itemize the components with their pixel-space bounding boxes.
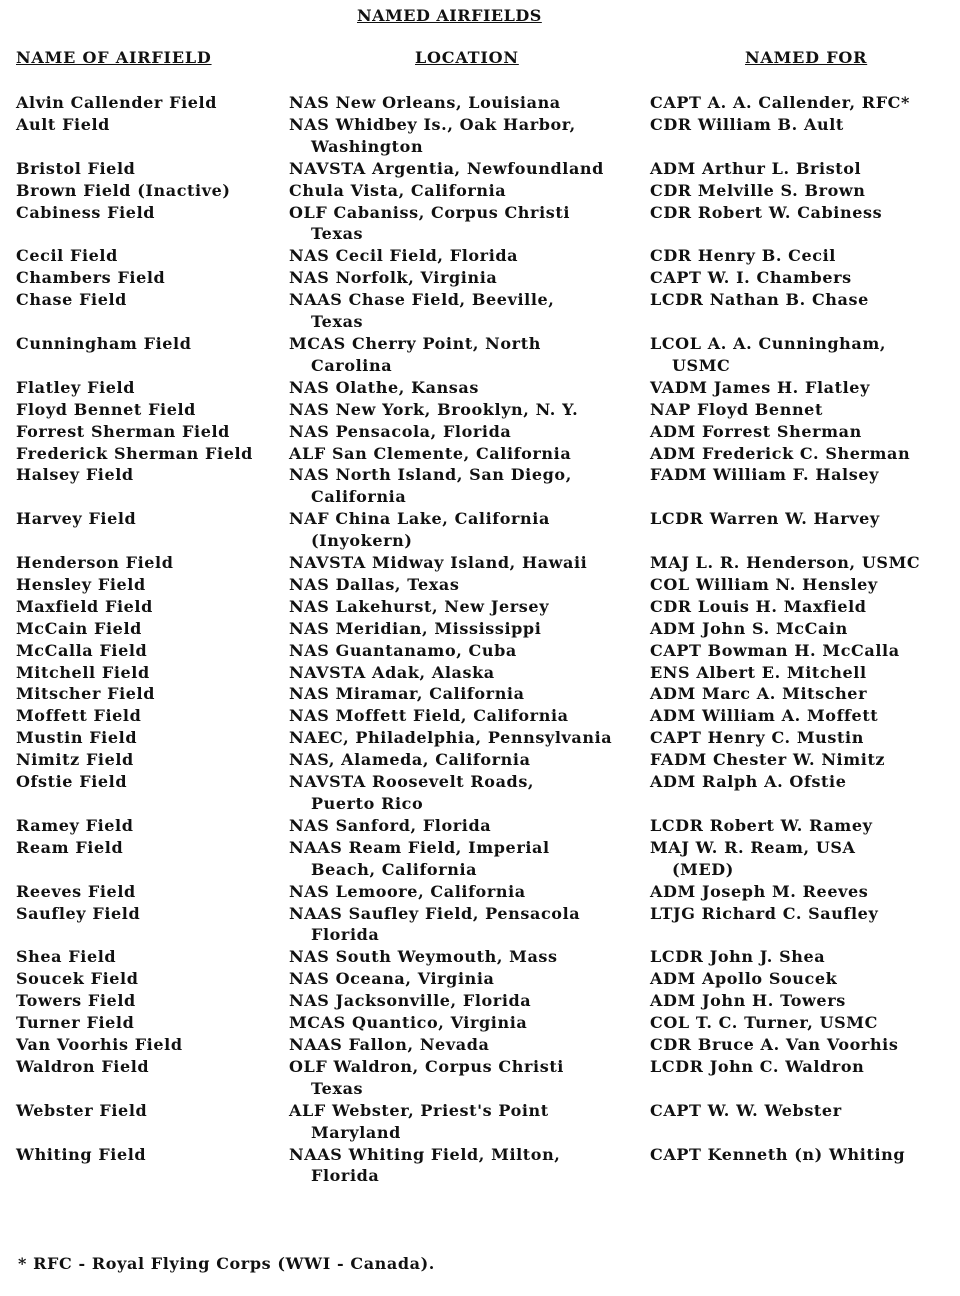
named-for	[650, 990, 960, 1012]
airfield-location	[289, 705, 650, 727]
named-for-line: CDR Louis H. Maxfield	[650, 596, 867, 616]
named-for-line: FADM Chester W. Nimitz	[650, 750, 886, 770]
named-for	[650, 1144, 960, 1166]
airfield-location	[289, 662, 650, 684]
airfield-name: Nimitz Field	[16, 750, 134, 770]
location-line: Puerto Rico	[311, 794, 424, 813]
airfield-name: Ream Field	[16, 837, 124, 857]
airfield-location	[289, 881, 650, 903]
named-for	[650, 399, 960, 421]
airfield-name: Moffett Field	[16, 706, 142, 726]
named-for	[650, 114, 960, 136]
airfield-location	[289, 1012, 650, 1034]
named-for	[650, 727, 960, 749]
location-line: NAS Sanford, Florida	[289, 815, 492, 835]
airfield-location	[289, 683, 650, 705]
airfield-name: Chambers Field	[16, 268, 166, 288]
named-for	[650, 1034, 960, 1056]
named-for	[650, 289, 960, 311]
table-row	[0, 640, 960, 662]
named-for-line: CDR Robert W. Cabiness	[650, 202, 883, 222]
table-row	[0, 946, 960, 968]
named-for-line: ADM Joseph M. Reeves	[650, 881, 869, 901]
named-for	[650, 202, 960, 224]
location-line: Texas	[311, 312, 364, 332]
table-row	[0, 727, 960, 749]
named-for-line: NAP Floyd Bennet	[650, 399, 823, 419]
airfield-location	[289, 333, 650, 377]
named-for-line: CDR William B. Ault	[650, 114, 844, 134]
named-for-line: MAJ W. R. Ream, USA	[650, 837, 856, 857]
airfield-location	[289, 946, 650, 968]
airfield-location	[289, 245, 650, 267]
named-for	[650, 903, 960, 925]
airfield-name: Maxfield Field	[16, 596, 153, 616]
table-row	[0, 574, 960, 596]
airfield-name: Hensley Field	[16, 574, 146, 594]
table-row	[0, 202, 960, 246]
named-for	[650, 180, 960, 202]
table-row	[0, 815, 960, 837]
airfield-name: Van Voorhis Field	[16, 1034, 183, 1054]
location-line: Chula Vista, California	[289, 180, 507, 200]
table-row	[0, 158, 960, 180]
location-line: NAS South Weymouth, Mass	[289, 947, 558, 967]
named-for-line: ADM Forrest Sherman	[650, 421, 862, 441]
named-for	[650, 574, 960, 596]
named-for	[650, 464, 960, 486]
named-for-line: FADM William F. Halsey	[650, 465, 879, 485]
table-row	[0, 705, 960, 727]
airfield-name: Cecil Field	[16, 246, 118, 266]
airfield-location	[289, 267, 650, 289]
named-for-line: MAJ L. R. Henderson, USMC	[650, 553, 921, 573]
airfield-location	[289, 508, 650, 552]
location-line: NAVSTA Argentia, Newfoundland	[289, 158, 604, 178]
named-for	[650, 640, 960, 662]
named-for	[650, 618, 960, 640]
airfield-name: Reeves Field	[16, 881, 136, 901]
location-line: OLF Cabaniss, Corpus Christi	[289, 202, 571, 222]
location-line: NAS Olathe, Kansas	[289, 377, 479, 397]
airfield-name: Whiting Field	[16, 1144, 147, 1164]
location-line: NAS North Island, San Diego,	[289, 465, 572, 485]
named-for	[650, 705, 960, 727]
location-line: Beach, California	[311, 859, 478, 879]
named-for-line: ADM Ralph A. Ofstie	[650, 772, 847, 792]
footnote: * RFC - Royal Flying Corps (WWI - Canada).	[18, 1254, 435, 1273]
page-title: NAMED AIRFIELDS	[357, 6, 542, 25]
airfield-location	[289, 574, 650, 596]
airfield-location	[289, 990, 650, 1012]
location-line: NAS Pensacola, Florida	[289, 421, 512, 441]
named-for-line: COL T. C. Turner, USMC	[650, 1013, 878, 1033]
airfield-name: Ofstie Field	[16, 772, 128, 792]
table-row	[0, 881, 960, 903]
airfield-name: Flatley Field	[16, 377, 136, 397]
airfield-location	[289, 443, 650, 465]
airfield-location	[289, 552, 650, 574]
airfield-location	[289, 1100, 650, 1144]
column-header-named-for: NAMED FOR	[745, 48, 868, 67]
named-for-line: CAPT W. I. Chambers	[650, 268, 852, 288]
location-line: MCAS Quantico, Virginia	[289, 1013, 528, 1033]
location-line: Carolina	[311, 355, 393, 375]
table-row	[0, 552, 960, 574]
airfield-location	[289, 727, 650, 749]
airfield-location	[289, 968, 650, 990]
named-for-line: LTJG Richard C. Saufley	[650, 903, 879, 923]
named-for	[650, 1056, 960, 1078]
airfield-name: Mitscher Field	[16, 684, 156, 704]
named-for	[650, 946, 960, 968]
named-for	[650, 245, 960, 267]
airfield-location	[289, 640, 650, 662]
airfield-name: Towers Field	[16, 991, 136, 1011]
airfield-name: Ault Field	[16, 114, 110, 134]
named-for	[650, 421, 960, 443]
airfield-location	[289, 114, 650, 158]
airfield-location	[289, 92, 650, 114]
named-for	[650, 508, 960, 530]
location-line: OLF Waldron, Corpus Christi	[289, 1056, 564, 1076]
named-for-line: COL William N. Hensley	[650, 574, 878, 594]
named-for-line: CDR Bruce A. Van Voorhis	[650, 1034, 899, 1054]
airfield-name: Alvin Callender Field	[16, 93, 217, 112]
airfield-name: Mustin Field	[16, 728, 138, 748]
named-for	[650, 683, 960, 705]
named-for-line: CAPT Henry C. Mustin	[650, 728, 864, 748]
location-line: Florida	[311, 925, 380, 945]
airfield-name: Brown Field (Inactive)	[16, 180, 231, 200]
airfield-name: McCain Field	[16, 618, 142, 638]
location-line: NAS Miramar, California	[289, 684, 525, 704]
named-for-line: CAPT Bowman H. McCalla	[650, 640, 900, 660]
airfield-name: Cunningham Field	[16, 333, 192, 353]
named-for-line: CAPT Kenneth (n) Whiting	[650, 1144, 906, 1164]
table-row	[0, 990, 960, 1012]
airfield-name: McCalla Field	[16, 640, 148, 660]
location-line: Maryland	[311, 1122, 401, 1142]
location-line: Texas	[311, 1078, 364, 1098]
airfield-location	[289, 771, 650, 815]
location-line: NAVSTA Midway Island, Hawaii	[289, 553, 588, 573]
location-line: NAEC, Philadelphia, Pennsylvania	[289, 728, 613, 748]
named-for	[650, 596, 960, 618]
named-for-line: LCDR Warren W. Harvey	[650, 509, 880, 529]
named-for-line: ADM Arthur L. Bristol	[650, 158, 862, 178]
column-header-location: LOCATION	[415, 48, 519, 67]
location-line: NAS, Alameda, California	[289, 750, 531, 770]
location-line: ALF San Clemente, California	[289, 443, 572, 463]
table-row	[0, 508, 960, 552]
location-line: NAAS Saufley Field, Pensacola	[289, 903, 581, 923]
table-row	[0, 683, 960, 705]
location-line: NAS Jacksonville, Florida	[289, 991, 532, 1011]
named-for-line: LCDR John J. Shea	[650, 947, 826, 967]
named-for-line: (MED)	[672, 859, 734, 879]
named-for	[650, 771, 960, 793]
location-line: NAAS Fallon, Nevada	[289, 1034, 490, 1054]
location-line: NAS Oceana, Virginia	[289, 969, 495, 989]
table-row	[0, 289, 960, 333]
airfield-location	[289, 158, 650, 180]
location-line: California	[311, 487, 407, 507]
column-header-name: NAME OF AIRFIELD	[16, 48, 212, 67]
airfield-name: Frederick Sherman Field	[16, 443, 253, 463]
airfield-location	[289, 289, 650, 333]
location-line: ALF Webster, Priest's Point	[289, 1100, 549, 1120]
named-for-line: ADM Apollo Soucek	[650, 969, 838, 989]
location-line: NAS Norfolk, Virginia	[289, 268, 498, 288]
location-line: Florida	[311, 1166, 380, 1186]
table-row	[0, 443, 960, 465]
location-line: NAS Lemoore, California	[289, 881, 526, 901]
airfield-location	[289, 180, 650, 202]
named-for-line: LCDR John C. Waldron	[650, 1056, 865, 1076]
airfield-location	[289, 596, 650, 618]
airfield-name: Henderson Field	[16, 553, 174, 573]
airfield-name: Saufley Field	[16, 903, 141, 923]
location-line: NAS Guantanamo, Cuba	[289, 640, 517, 660]
airfield-name: Mitchell Field	[16, 662, 150, 682]
airfield-location	[289, 618, 650, 640]
table-row	[0, 903, 960, 947]
table-row	[0, 180, 960, 202]
named-for-line: VADM James H. Flatley	[650, 377, 870, 397]
named-for	[650, 837, 960, 881]
named-for-line: USMC	[672, 355, 731, 375]
airfield-name: Waldron Field	[16, 1056, 150, 1076]
table-row	[0, 618, 960, 640]
table-row	[0, 1100, 960, 1144]
table-row	[0, 114, 960, 158]
airfield-name: Floyd Bennet Field	[16, 399, 196, 419]
location-line: NAS Cecil Field, Florida	[289, 246, 519, 266]
location-line: NAVSTA Roosevelt Roads,	[289, 772, 535, 792]
table-row	[0, 749, 960, 771]
named-for-line: ADM Frederick C. Sherman	[650, 443, 911, 463]
airfield-name: Cabiness Field	[16, 202, 156, 222]
location-line: NAAS Ream Field, Imperial	[289, 837, 550, 857]
location-line: NAAS Whiting Field, Milton,	[289, 1144, 561, 1164]
named-for	[650, 92, 960, 114]
table-row	[0, 267, 960, 289]
airfield-location	[289, 464, 650, 508]
named-for	[650, 267, 960, 289]
airfield-location	[289, 749, 650, 771]
location-line: NAS New Orleans, Louisiana	[289, 93, 561, 112]
airfield-name: Halsey Field	[16, 465, 134, 485]
table-row	[0, 464, 960, 508]
airfield-name: Turner Field	[16, 1013, 135, 1033]
table-row	[0, 421, 960, 443]
airfield-name: Forrest Sherman Field	[16, 421, 230, 441]
airfield-location	[289, 421, 650, 443]
location-line: NAS New York, Brooklyn, N. Y.	[289, 399, 579, 419]
airfield-location	[289, 1056, 650, 1100]
table-row	[0, 596, 960, 618]
airfield-location	[289, 815, 650, 837]
table-row	[0, 1034, 960, 1056]
airfield-location	[289, 903, 650, 947]
named-for	[650, 552, 960, 574]
location-line: NAS Dallas, Texas	[289, 574, 460, 594]
named-for-line: ADM John H. Towers	[650, 991, 846, 1011]
named-for	[650, 662, 960, 684]
named-for-line: ADM Marc A. Mitscher	[650, 684, 868, 704]
airfield-name: Chase Field	[16, 290, 127, 310]
location-line: NAAS Chase Field, Beeville,	[289, 290, 555, 310]
airfield-location	[289, 1144, 650, 1188]
airfield-location	[289, 1034, 650, 1056]
airfield-name: Bristol Field	[16, 158, 136, 178]
named-for	[650, 815, 960, 837]
airfield-location	[289, 202, 650, 246]
table-row	[0, 1012, 960, 1034]
named-for	[650, 968, 960, 990]
table-row	[0, 377, 960, 399]
table-row	[0, 771, 960, 815]
named-for-line: CDR Henry B. Cecil	[650, 246, 836, 266]
table-row	[0, 333, 960, 377]
named-for	[650, 749, 960, 771]
named-for-line: CAPT A. A. Callender, RFC*	[650, 93, 910, 112]
named-for-line: CDR Melville S. Brown	[650, 180, 866, 200]
named-for	[650, 881, 960, 903]
location-line: (Inyokern)	[311, 531, 413, 551]
location-line: NAS Lakehurst, New Jersey	[289, 596, 550, 616]
airfield-table	[0, 92, 960, 1187]
table-row	[0, 92, 960, 114]
table-row	[0, 1056, 960, 1100]
airfield-name: Webster Field	[16, 1100, 148, 1120]
named-for-line: LCOL A. A. Cunningham,	[650, 333, 887, 353]
location-line: Washington	[311, 136, 424, 156]
table-row	[0, 837, 960, 881]
named-for	[650, 377, 960, 399]
airfield-name: Shea Field	[16, 947, 117, 967]
location-line: NAS Meridian, Mississippi	[289, 618, 542, 638]
named-for-line: ADM John S. McCain	[650, 618, 848, 638]
airfield-location	[289, 399, 650, 421]
named-for-line: ADM William A. Moffett	[650, 706, 879, 726]
location-line: NAS Whidbey Is., Oak Harbor,	[289, 114, 576, 134]
location-line: NAVSTA Adak, Alaska	[289, 662, 495, 682]
table-row	[0, 968, 960, 990]
table-row	[0, 662, 960, 684]
airfield-name: Harvey Field	[16, 509, 137, 529]
table-row	[0, 1144, 960, 1188]
named-for-line: CAPT W. W. Webster	[650, 1100, 842, 1120]
airfield-name: Ramey Field	[16, 815, 134, 835]
named-for	[650, 443, 960, 465]
named-for	[650, 1012, 960, 1034]
location-line: Texas	[311, 224, 364, 244]
location-line: NAS Moffett Field, California	[289, 706, 569, 726]
named-for-line: ENS Albert E. Mitchell	[650, 662, 867, 682]
airfield-location	[289, 377, 650, 399]
named-for	[650, 333, 960, 377]
location-line: MCAS Cherry Point, North	[289, 333, 541, 353]
location-line: NAF China Lake, California	[289, 509, 550, 529]
table-row	[0, 245, 960, 267]
named-for	[650, 1100, 960, 1122]
airfield-name: Soucek Field	[16, 969, 139, 989]
airfield-location	[289, 837, 650, 881]
table-row	[0, 399, 960, 421]
named-for-line: LCDR Nathan B. Chase	[650, 290, 869, 310]
named-for-line: LCDR Robert W. Ramey	[650, 815, 873, 835]
named-for	[650, 158, 960, 180]
